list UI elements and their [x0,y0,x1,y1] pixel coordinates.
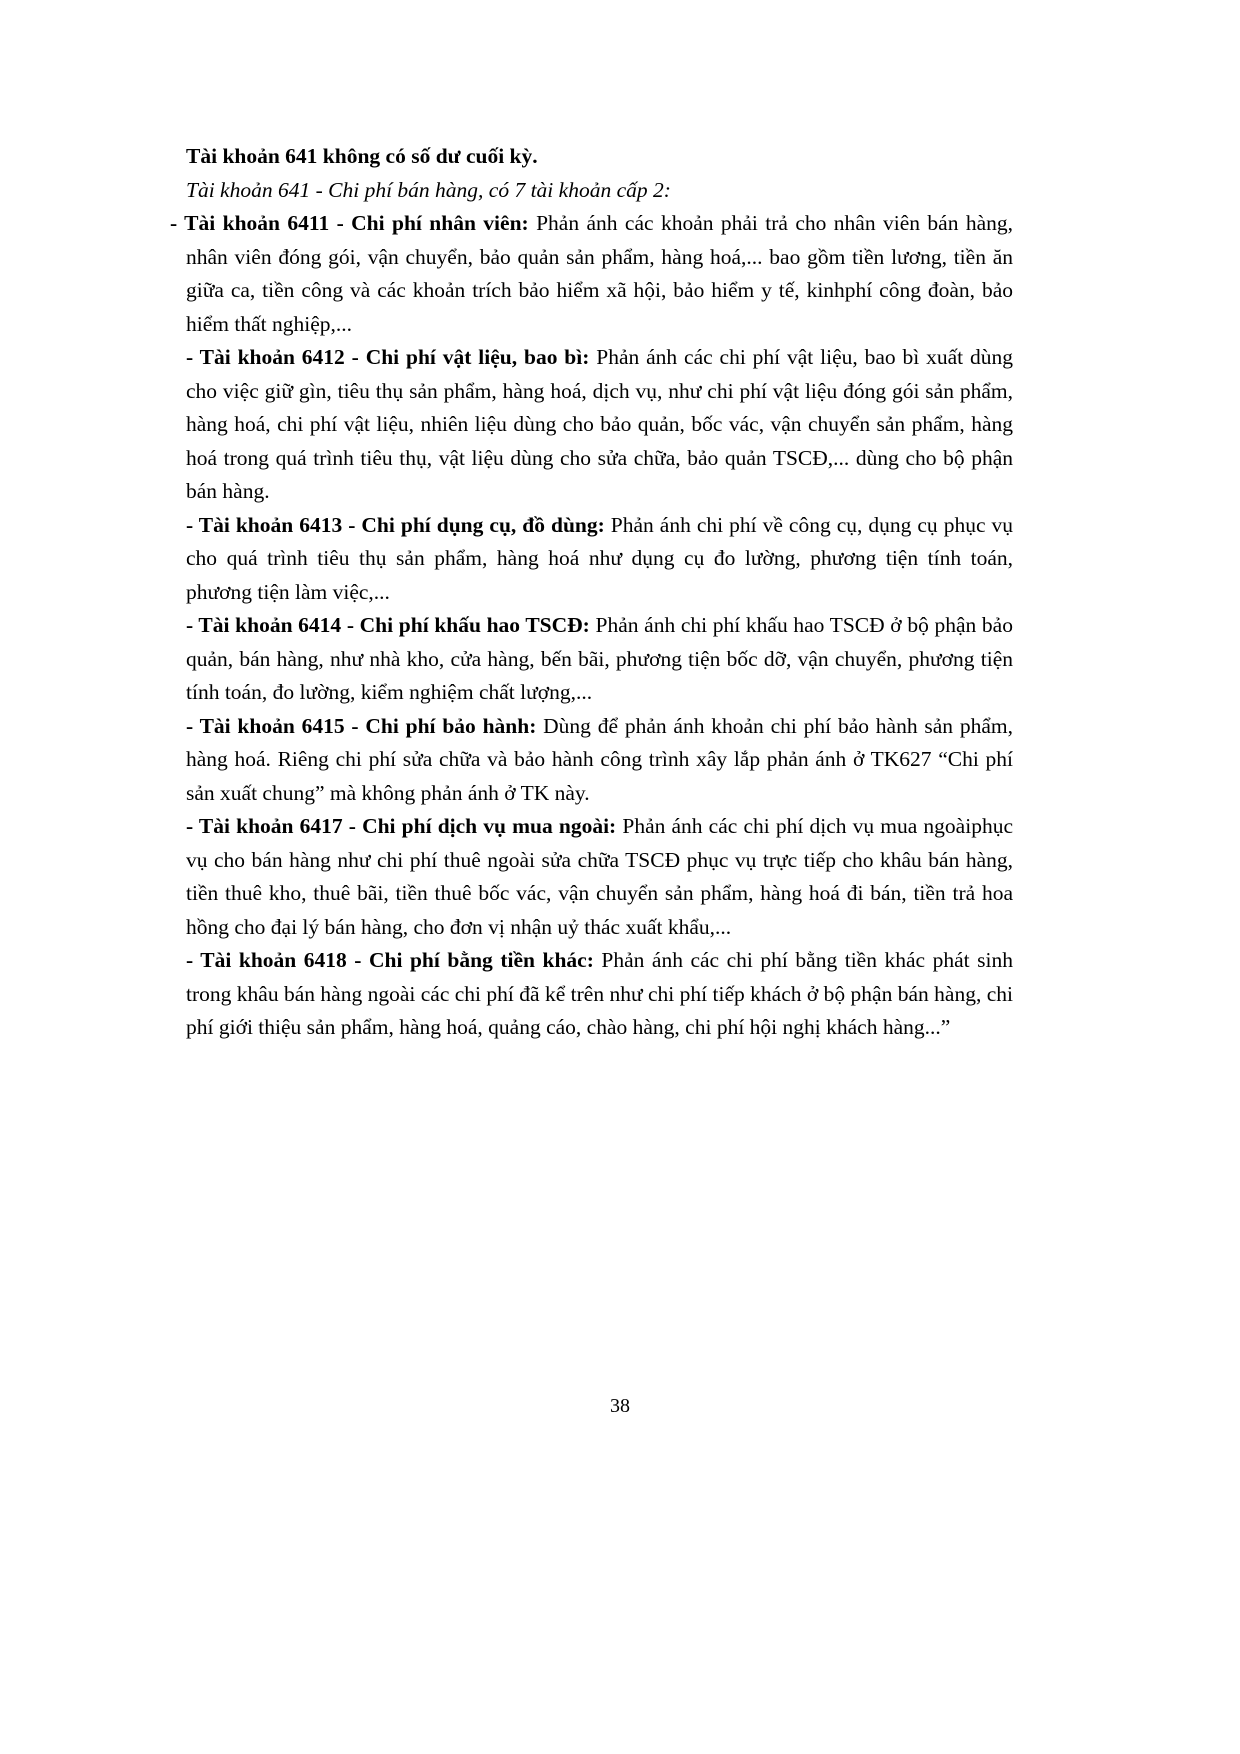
paragraph-account-6415 [186,710,1013,811]
account-6415-description: Dùng để phản ánh khoản chi phí bảo hành sản phẩm, hàng hoá. Riêng chi phí sửa chữa và bảo hành công trình xây lắp phản ánh ở TK627 “Chi phí sản xuất chung” mà không phản ánh ở TK này. [186,713,1013,805]
paragraph-account-6412 [186,341,1013,509]
text-block [170,140,1014,1045]
account-6413-description: Phản ánh chi phí về công cụ, dụng cụ phục vụ cho quá trình tiêu thụ sản phẩm, hàng hoá như dụng cụ đo lường, phương tiện tính toán, phương tiện làm việc,... [186,512,1013,604]
account-6411-description: Phản ánh các khoản phải trả cho nhân viên bán hàng, nhân viên đóng gói, vận chuyển, bảo quản sản phẩm, hàng hoá,... bao gồm tiền lương, tiền ăn giữa ca, tiền công và các khoản trích bảo hiểm xã hội, bảo hiểm y tế, kinhphí công đoàn, bảo hiểm thất nghiệp,... [186,211,1014,336]
account-6418-title: - Tài khoản 6418 - Chi phí bằng tiền khác: [186,948,594,972]
account-6414-title: - Tài khoản 6414 - Chi phí khấu hao TSCĐ: [186,613,590,637]
account-6412-title: - Tài khoản 6412 - Chi phí vật liệu, bao bì: [186,345,590,369]
account-6417-description: Phản ánh các chi phí dịch vụ mua ngoàiphục vụ cho bán hàng như chi phí thuê ngoài sửa chữa TSCĐ phục vụ trực tiếp cho khâu bán hàng, tiền thuê kho, thuê bãi, tiền thuê bốc vác, vận chuyển sản phẩm, hàng hoá đi bán, tiền trả hoa hồng cho đại lý bán hàng, cho đơn vị nhận uỷ thác xuất khẩu,... [186,814,1013,939]
paragraph-account-6417 [186,810,1013,944]
heading-account-641-sub-accounts: Tài khoản 641 - Chi phí bán hàng, có 7 tài khoản cấp 2: [186,177,671,202]
account-6414-description: Phản ánh chi phí khấu hao TSCĐ ở bộ phận bảo quản, bán hàng, như nhà kho, cửa hàng, bến bãi, phương tiện bốc dỡ, vận chuyển, phương tiện tính toán, đo lường, kiểm nghiệm chất lượng,... [186,613,1013,704]
account-6413-title: - Tài khoản 6413 - Chi phí dụng cụ, đồ dùng: [186,512,605,537]
account-6412-description: Phản ánh các chi phí vật liệu, bao bì xuất dùng cho việc giữ gìn, tiêu thụ sản phẩm, hàng hoá, dịch vụ, như chi phí vật liệu đóng gói sản phẩm, hàng hoá, chi phí vật liệu, nhiên liệu dùng cho bảo quản, bốc vác, vận chuyển sản phẩm, hàng hoá trong quá trình tiêu thụ, vật liệu dùng cho sửa chữa, bảo quản TSCĐ,... dùng cho bộ phận bán hàng. [186,345,1013,503]
paragraph-account-6413 [186,509,1013,610]
page-number: 38 [610,1395,630,1417]
account-6415-title: - Tài khoản 6415 - Chi phí bảo hành: [186,713,537,738]
account-6411-title: - Tài khoản 6411 - Chi phí nhân viên: [170,211,529,235]
paragraph-account-6418 [186,944,1013,1045]
paragraph-account-6414 [186,609,1013,710]
paragraph-account-6411 [170,207,1014,341]
account-6417-title: - Tài khoản 6417 - Chi phí dịch vụ mua ngoài: [186,814,617,838]
heading-no-closing-balance: Tài khoản 641 không có số dư cuối kỳ. [186,144,538,168]
account-6418-description: Phản ánh các chi phí bằng tiền khác phát sinh trong khâu bán hàng ngoài các chi phí đã kể trên như chi phí tiếp khách ở bộ phận bán hàng, chi phí giới thiệu sản phẩm, hàng hoá, quảng cáo, chào hàng, chi phí hội nghị khách hàng...” [186,948,1013,1039]
